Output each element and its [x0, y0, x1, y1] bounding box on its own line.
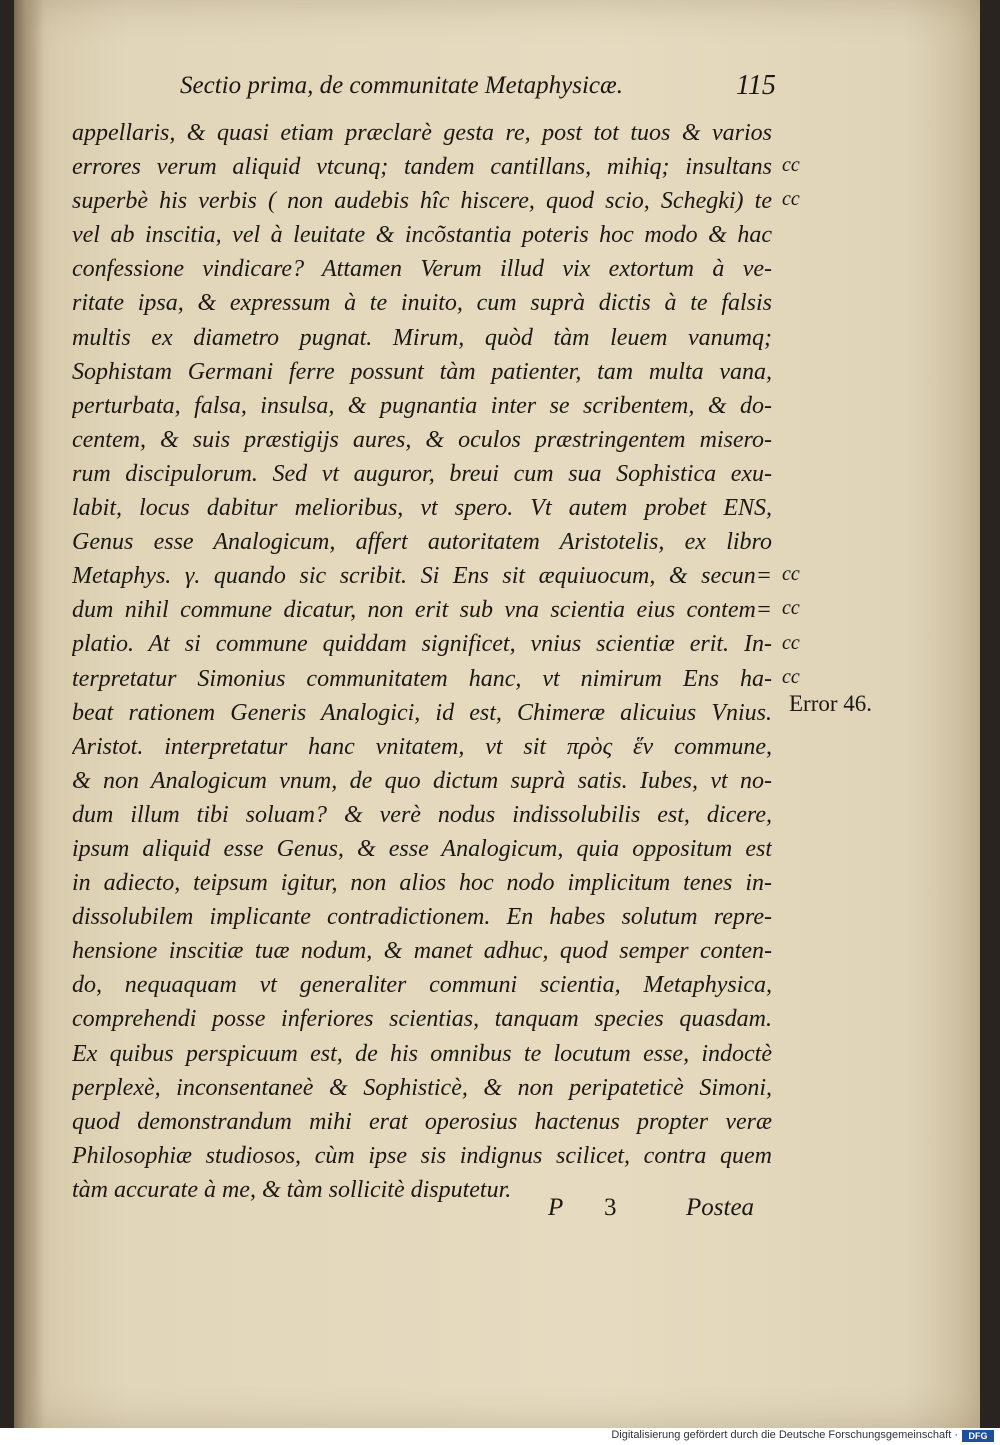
text-line: Sophistam Germani ferre possunt tàm patienter, tam multa vana,	[72, 358, 772, 385]
text-line: hensione inscitiæ tuæ nodum, & manet adhuc, quod semper conten-	[72, 938, 772, 965]
body-text	[72, 116, 772, 1207]
text-line: vel ab inscitia, vel à leuitate & incõstantia poteris hoc modo & hac	[72, 222, 772, 249]
text-line: Genus esse Analogicum, affert autoritatem Aristotelis, ex libro	[72, 529, 772, 556]
text-line: quod demonstrandum mihi erat operosius hactenus propter veræ	[72, 1108, 772, 1135]
text-line: tàm accurate à me, & tàm sollicitè disputetur.	[72, 1176, 512, 1203]
text-line: Philosophiæ studiosos, cùm ipse sis indignus scilicet, contra quem	[72, 1142, 772, 1169]
text-line: terpretatur Simonius communitatem hanc, vt nimirum Ens ha-	[72, 665, 772, 692]
quote-mark: cc	[782, 154, 800, 177]
text-line: ipsum aliquid esse Genus, & esse Analogicum, quia oppositum est	[72, 835, 772, 862]
text-line: Ex quibus perspicuum est, de his omnibus te locutum esse, indoctè	[72, 1040, 772, 1067]
running-title: Sectio prima, de communitate Metaphysicæ.	[180, 72, 623, 99]
quote-mark: cc	[782, 631, 800, 654]
text-line: ritate ipsa, & expressum à te inuito, cum suprà dictis à te falsis	[72, 290, 772, 317]
text-line: centem, & suis præstigijs aures, & oculos præstringentem misero-	[72, 426, 772, 453]
quote-mark: cc	[782, 188, 800, 211]
text-line: rum discipulorum. Sed vt auguror, breui cum sua Sophistica exu-	[72, 460, 772, 487]
text-line: appellaris, & quasi etiam præclarè gesta re, post tot tuos & varios	[72, 120, 772, 146]
text-line: errores verum aliquid vtcunq; tandem cantillans, mihiq; insultans	[72, 154, 772, 181]
binding-gutter	[14, 0, 44, 1428]
text-line: confessione vindicare? Attamen Verum illud vix extortum à ve-	[72, 256, 772, 283]
digitization-credit: Digitalisierung gefördert durch die Deutsche Forschungsgemeinschaft ·	[611, 1429, 958, 1441]
catchword: Postea	[686, 1194, 755, 1221]
signature-mark: P	[548, 1194, 564, 1221]
text-line: perturbata, falsa, insulsa, & pugnantia inter se scribentem, & do-	[72, 392, 772, 419]
text-line: dissolubilem implicante contradictionem. En habes solutum repre-	[72, 904, 772, 931]
text-line: Metaphys. γ. quando sic scribit. Si Ens sit æquiuocum, & secun=	[72, 563, 772, 590]
running-header	[180, 72, 800, 108]
text-line: dum illum tibi soluam? & verè nodus indissolubilis est, dicere,	[72, 801, 772, 828]
signature-number: 3	[604, 1194, 617, 1221]
text-line: in adiecto, teipsum igitur, non alios hoc nodo implicitum tenes in-	[72, 870, 772, 897]
text-line: dum nihil commune dicatur, non erit sub vna scientia eius contem=	[72, 597, 772, 624]
signature-line	[548, 1194, 768, 1228]
text-line: comprehendi posse inferiores scientias, tanquam species quasdam.	[72, 1006, 772, 1033]
folio-number: 115	[736, 70, 776, 101]
text-line: beat rationem Generis Analogici, id est, Chimeræ alicuius Vnius.	[72, 699, 772, 726]
text-line: superbè his verbis ( non audebis hîc hiscere, quod scio, Schegki) te	[72, 188, 772, 215]
text-line: Aristot. interpretatur hanc vnitatem, vt sit πρὸς ἕν commune,	[72, 733, 772, 760]
footer-bar	[0, 1428, 1000, 1445]
margin-note: Error 46.	[789, 691, 873, 716]
text-line: platio. At si commune quiddam significet, vnius scientiæ erit. In-	[72, 631, 772, 658]
dfg-logo: DFG	[962, 1430, 994, 1442]
quote-mark: cc	[782, 563, 800, 586]
text-line: perplexè, inconsentaneè & Sophisticè, & non peripateticè Simoni,	[72, 1074, 772, 1101]
text-line: do, nequaquam vt generaliter communi scientia, Metaphysica,	[72, 972, 772, 999]
text-line: multis ex diametro pugnat. Mirum, quòd tàm leuem vanumq;	[72, 324, 772, 351]
text-line: labit, locus dabitur melioribus, vt spero. Vt autem probet ENS,	[72, 495, 772, 522]
quote-mark: cc	[782, 665, 800, 688]
text-line: & non Analogicum vnum, de quo dictum suprà satis. Iubes, vt no-	[72, 767, 772, 794]
quote-mark: cc	[782, 597, 800, 620]
